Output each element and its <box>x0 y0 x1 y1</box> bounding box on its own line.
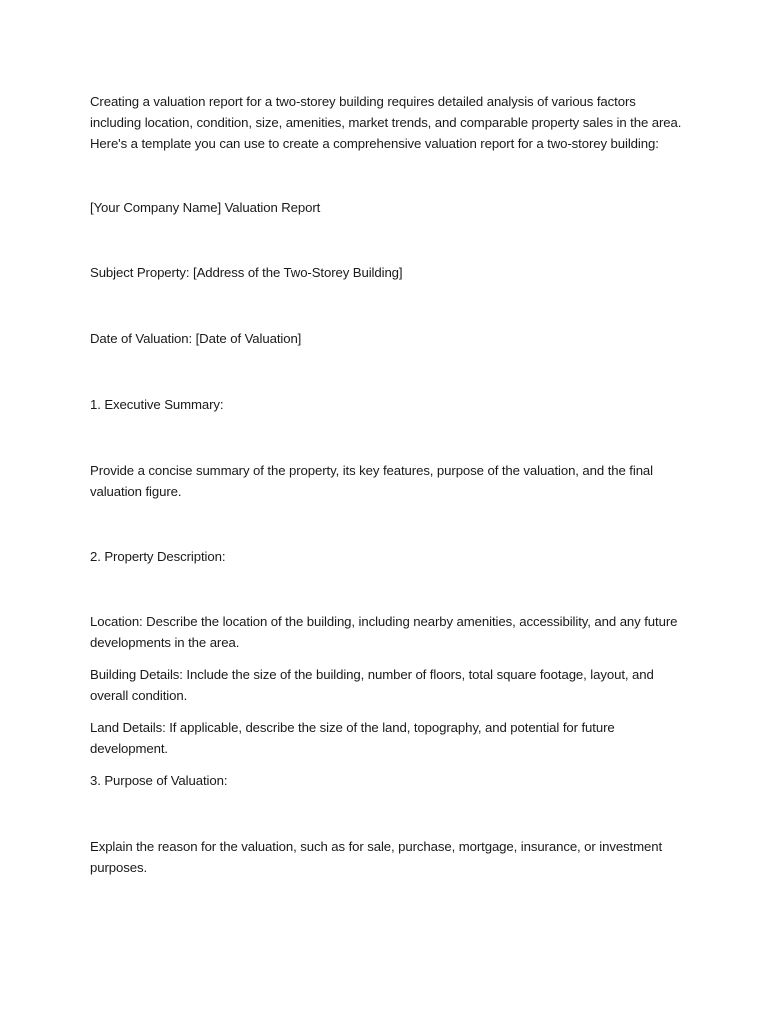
date-of-valuation-line: Date of Valuation: [Date of Valuation] <box>90 331 302 346</box>
section-heading-property-description: 2. Property Description: <box>90 549 226 564</box>
subject-property-line: Subject Property: [Address of the Two-Storey Building] <box>90 265 403 280</box>
property-description-location: Location: Describe the location of the building, including nearby amenities, accessibility, and any future developments in the area. <box>90 614 678 650</box>
report-title: [Your Company Name] Valuation Report <box>90 200 321 215</box>
executive-summary-body: Provide a concise summary of the property, its key features, purpose of the valuation, and the final valuation figure. <box>90 463 653 499</box>
property-description-land-details: Land Details: If applicable, describe the size of the land, topography, and potential for future development. <box>90 720 615 756</box>
section-heading-purpose-of-valuation: 3. Purpose of Valuation: <box>90 773 228 788</box>
property-description-building-details: Building Details: Include the size of the building, number of floors, total square footage, layout, and overall condition. <box>90 667 654 703</box>
intro-paragraph: Creating a valuation report for a two-storey building requires detailed analysis of various factors including location, condition, size, amenities, market trends, and comparable property sales in the area. Here's a template you can use to create a comprehensive valuation report for a two-storey building: <box>90 94 682 151</box>
purpose-of-valuation-body: Explain the reason for the valuation, such as for sale, purchase, mortgage, insurance, or investment purposes. <box>90 839 663 875</box>
section-heading-executive-summary: 1. Executive Summary: <box>90 397 224 412</box>
